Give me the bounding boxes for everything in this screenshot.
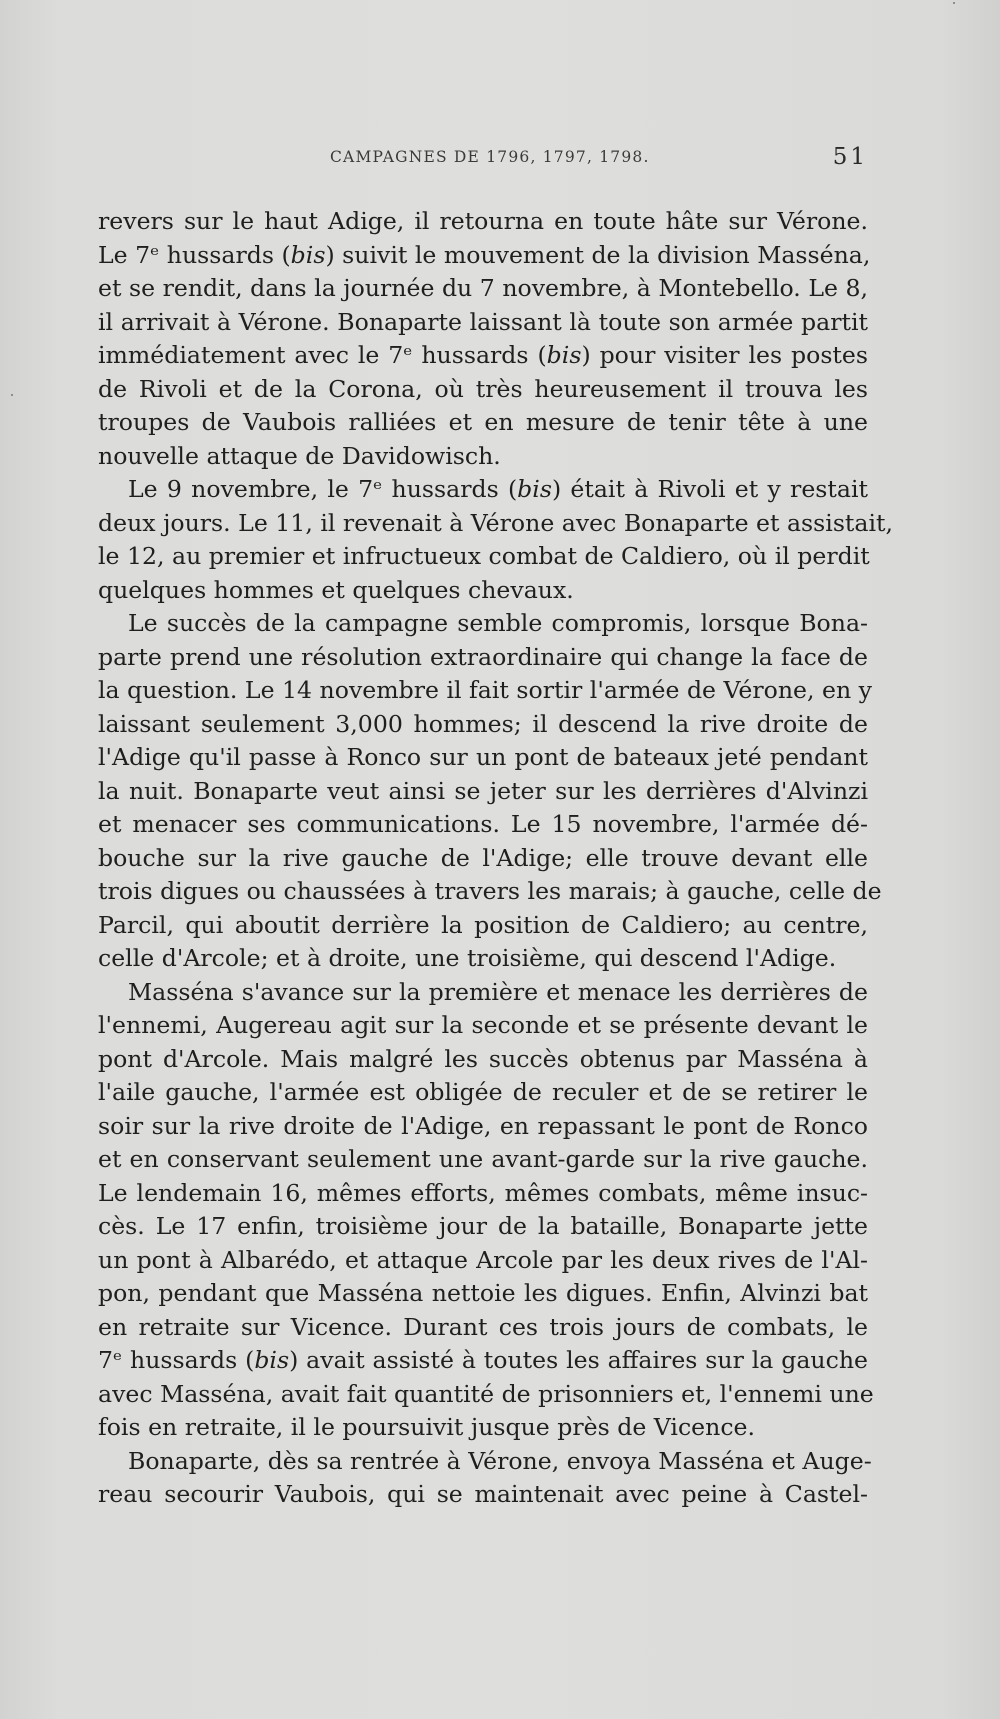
text-line: le 12, au premier et infructueux combat de Caldiero, où il perdit — [98, 542, 870, 570]
text-line: fois en retraite, il le poursuivit jusque près de Vicence. — [98, 1413, 756, 1441]
paper-speck — [953, 2, 955, 4]
text-line: laissant seulement 3,000 hommes; il descend la rive droite de — [98, 709, 868, 738]
text-line: l'Adige qu'il passe à Ronco sur un pont de bateaux jeté pendant — [98, 743, 868, 771]
text-line: soir sur la rive droite de l'Adige, en repassant le pont de Ronco — [98, 1111, 868, 1140]
text-line: il arrivait à Vérone. Bonaparte laissant là toute son armée partit — [98, 307, 868, 336]
text-line: reau secourir Vaubois, qui se maintenait avec peine à Castel- — [98, 1480, 868, 1508]
text-line: bouche sur la rive gauche de l'Adige; elle trouve devant elle — [98, 843, 868, 872]
text-line: immédiatement avec le 7ᵉ hussards (bis) pour visiter les postes — [98, 341, 868, 369]
text-line: pon, pendant que Masséna nettoie les digues. Enfin, Alvinzi bat — [98, 1279, 868, 1307]
page-number: 51 — [832, 144, 868, 170]
text-line: Le 9 novembre, le 7ᵉ hussards (bis) était à Rivoli et y restait — [128, 475, 868, 503]
body-text — [98, 205, 893, 1512]
text-line: l'aile gauche, l'armée est obligée de reculer et de se retirer le — [98, 1078, 868, 1106]
text-line: 7ᵉ hussards (bis) avait assisté à toutes les affaires sur la gauche — [98, 1346, 868, 1374]
paper-speck — [11, 394, 13, 396]
text-line: quelques hommes et quelques chevaux. — [98, 575, 574, 604]
text-line: Le lendemain 16, mêmes efforts, mêmes combats, même insuc- — [98, 1178, 868, 1207]
text-line: Le succès de la campagne semble compromis, lorsque Bona- — [128, 609, 868, 637]
text-line: cès. Le 17 enfin, troisième jour de la bataille, Bonaparte jette — [98, 1212, 868, 1240]
text-line: deux jours. Le 11, il revenait à Vérone avec Bonaparte et assistait, — [98, 508, 893, 537]
text-line: la question. Le 14 novembre il fait sortir l'armée de Vérone, en y — [98, 676, 872, 704]
italic-bis: bis — [290, 240, 326, 269]
italic-bis: bis — [254, 1346, 290, 1374]
text-line: Parcil, qui aboutit derrière la position de Caldiero; au centre, — [98, 910, 868, 939]
text-line: et menacer ses communications. Le 15 novembre, l'armée dé- — [98, 810, 868, 838]
text-line: Masséna s'avance sur la première et menace les derrières de — [128, 977, 868, 1006]
italic-bis: bis — [517, 475, 552, 503]
text-line: et se rendit, dans la journée du 7 novembre, à Montebello. Le 8, — [98, 274, 868, 302]
text-line: avec Masséna, avait fait quantité de prisonniers et, l'ennemi une — [98, 1379, 874, 1408]
text-line: Le 7ᵉ hussards (bis) suivit le mouvement de la division Masséna, — [98, 240, 871, 269]
text-line: trois digues ou chaussées à travers les marais; à gauche, celle de — [98, 877, 882, 905]
text-line: et en conservant seulement une avant-garde sur la rive gauche. — [98, 1145, 868, 1173]
page-header — [98, 144, 868, 174]
text-line: nouvelle attaque de Davidowisch. — [98, 441, 501, 470]
text-line: en retraite sur Vicence. Durant ces trois jours de combats, le — [98, 1312, 868, 1341]
text-line: la nuit. Bonaparte veut ainsi se jeter sur les derrières d'Alvinzi — [98, 776, 868, 805]
text-line: l'ennemi, Augereau agit sur la seconde et se présente devant le — [98, 1011, 868, 1039]
text-line: celle d'Arcole; et à droite, une troisième, qui descend l'Adige. — [98, 944, 837, 972]
italic-bis: bis — [546, 341, 582, 369]
text-line: de Rivoli et de la Corona, où très heureusement il trouva les — [98, 374, 868, 403]
text-line: revers sur le haut Adige, il retourna en toute hâte sur Vérone. — [98, 207, 868, 235]
text-line: un pont à Albarédo, et attaque Arcole par les deux rives de l'Al- — [98, 1245, 868, 1274]
text-line: Bonaparte, dès sa rentrée à Vérone, envoya Masséna et Auge- — [128, 1446, 872, 1475]
text-line: troupes de Vaubois ralliées et en mesure de tenir tête à une — [98, 408, 868, 436]
running-title: CAMPAGNES DE 1796, 1797, 1798. — [330, 148, 650, 166]
text-line: pont d'Arcole. Mais malgré les succès obtenus par Masséna à — [98, 1044, 868, 1073]
text-line: parte prend une résolution extraordinaire qui change la face de — [98, 642, 868, 671]
